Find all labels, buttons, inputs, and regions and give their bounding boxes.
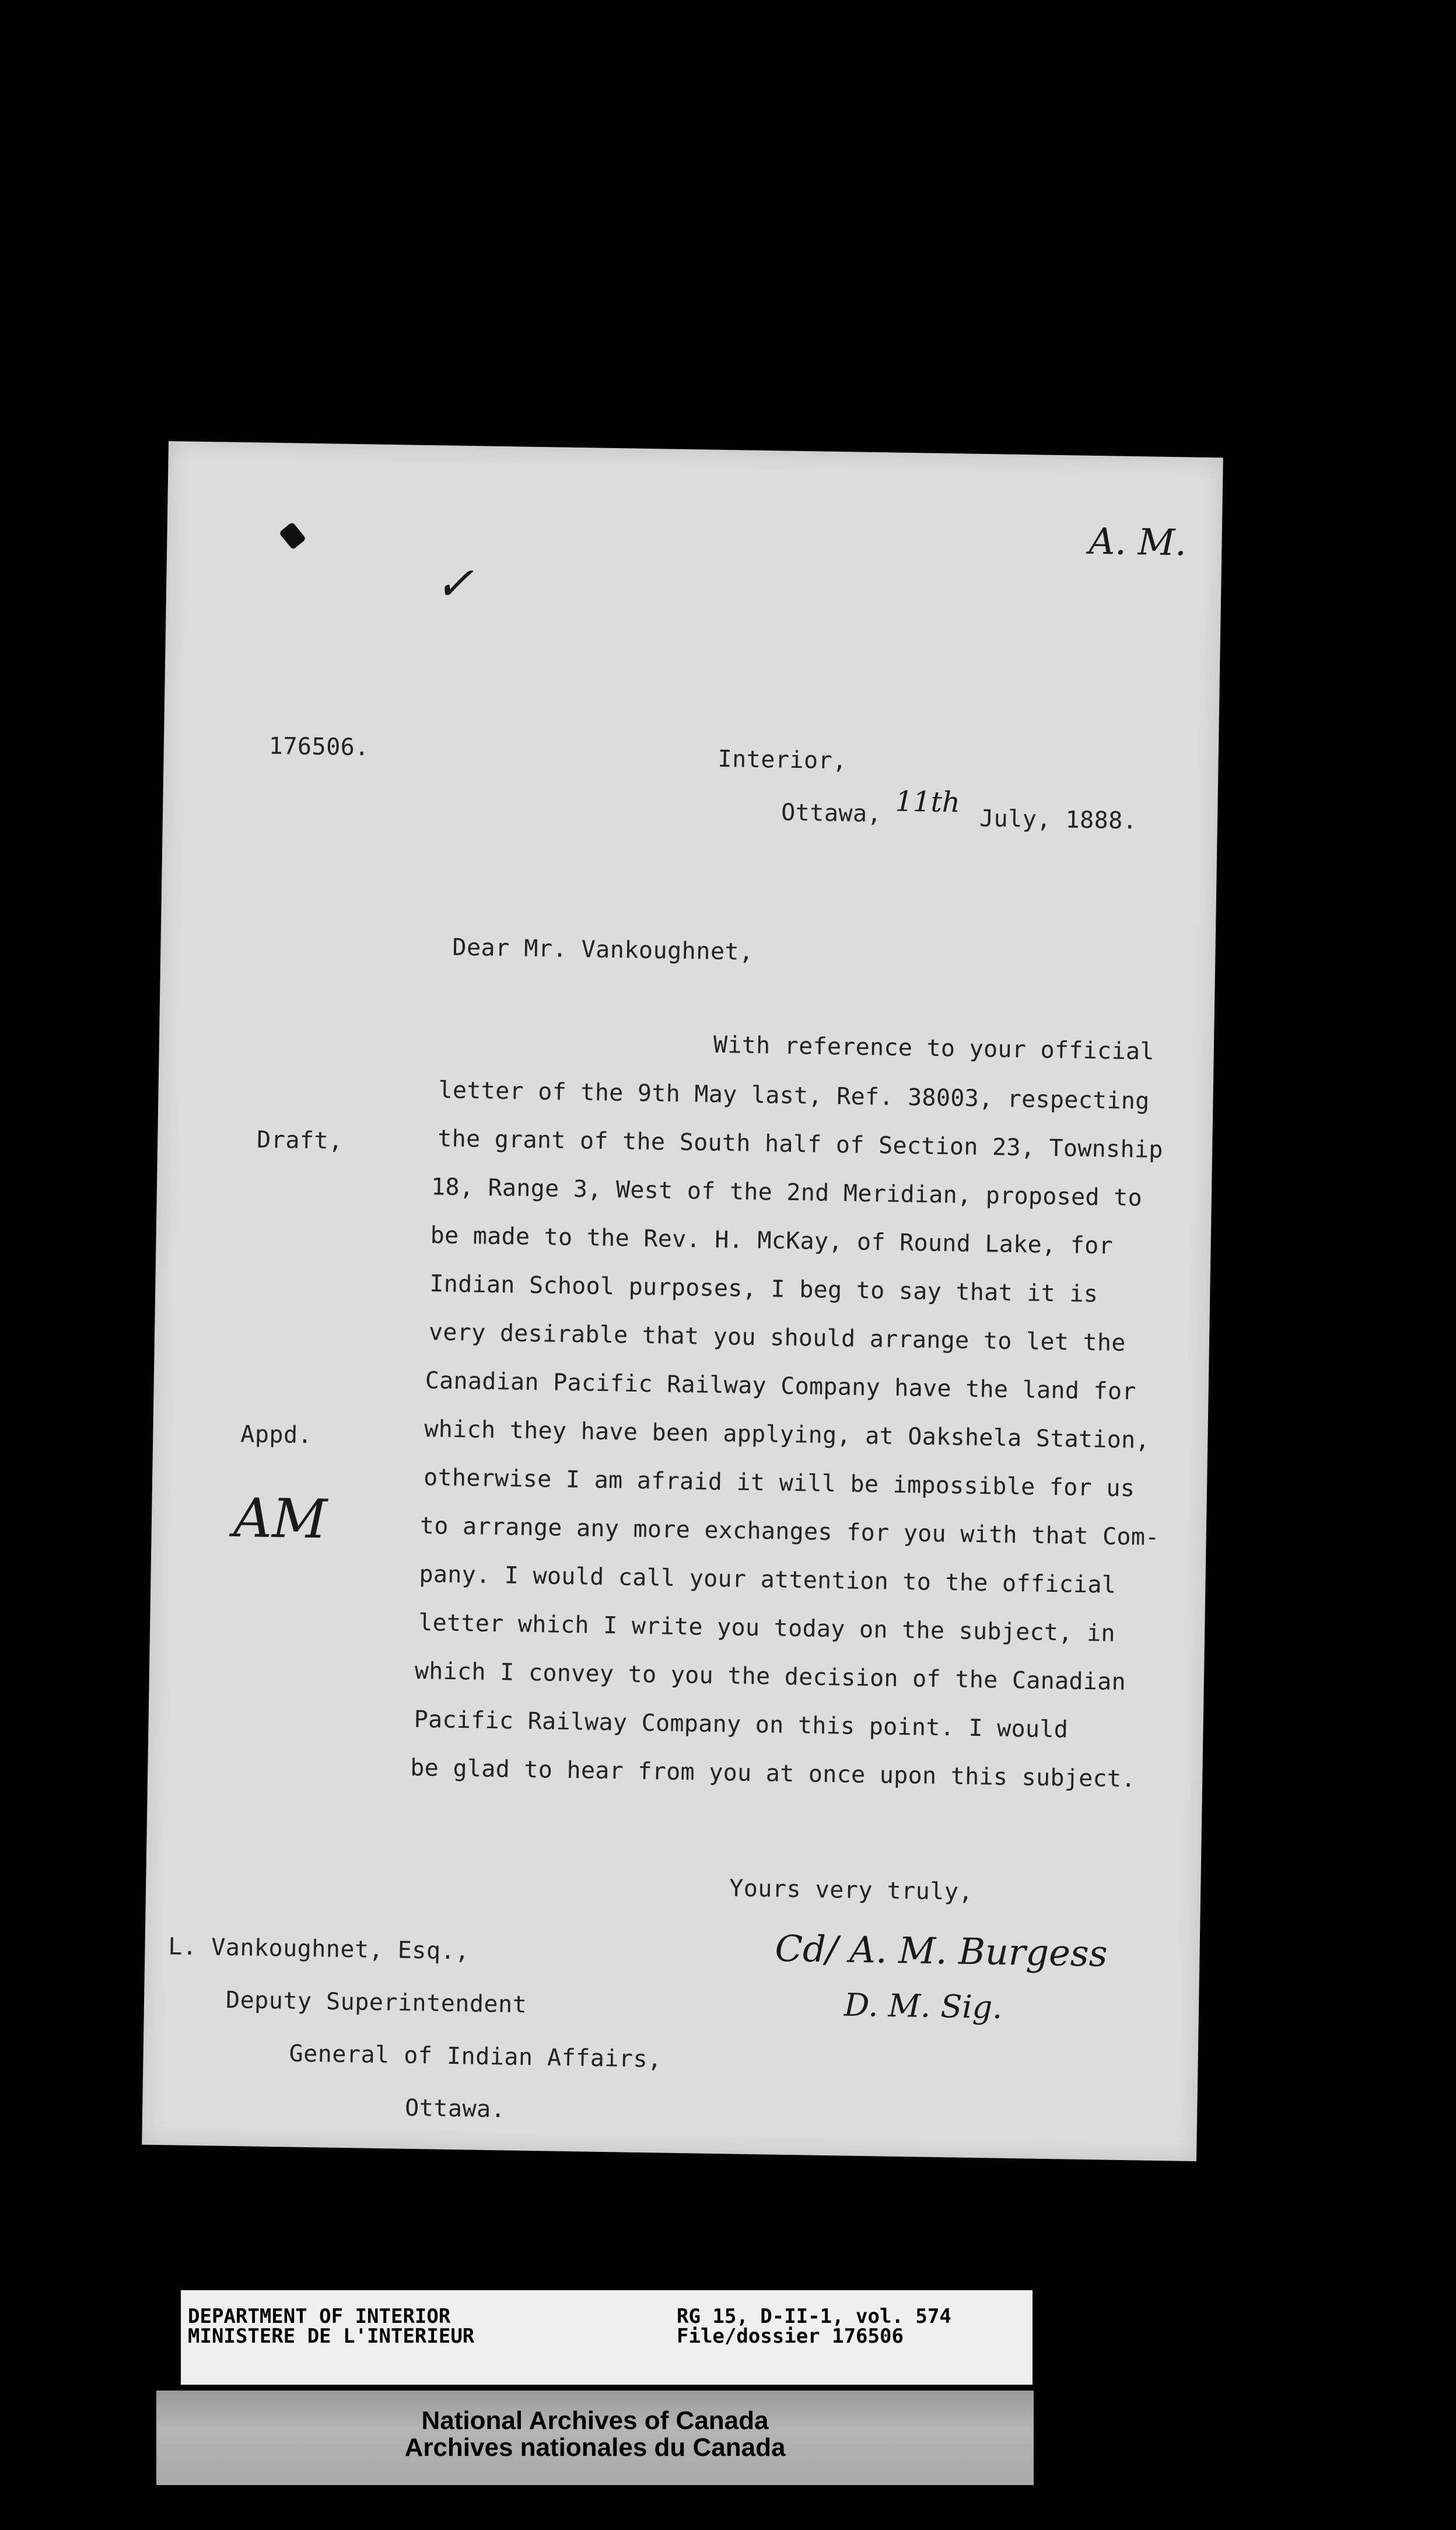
body-line: letter which I write you today on the subject, in	[418, 1609, 1116, 1647]
archives-name-en: National Archives of Canada	[421, 2406, 769, 2435]
archives-banner	[156, 2391, 1034, 2485]
body-line: Indian School purposes, I beg to say that it is	[429, 1270, 1098, 1308]
body-line: to arrange any more exchanges for you with that Com-	[419, 1512, 1160, 1551]
margin-appd: Appd.	[240, 1421, 313, 1449]
body-line: be made to the Rev. H. McKay, of Round Lake, for	[430, 1222, 1114, 1260]
corner-initials: A. M.	[1088, 519, 1187, 564]
closing: Yours very truly,	[729, 1875, 974, 1906]
body-line: which they have been applying, at Oakshela Station,	[424, 1416, 1150, 1454]
file-number: 176506.	[268, 732, 370, 761]
place: Ottawa,	[780, 799, 882, 828]
label-file: File/dossier 176506	[677, 2325, 904, 2348]
label-dept-fr: MINISTERE DE L'INTERIEUR	[188, 2325, 475, 2348]
body-line: otherwise I am afraid it will be impossible for us	[423, 1464, 1135, 1502]
body-line: very desirable that you should arrange to let the	[428, 1319, 1126, 1357]
label-dept-en: DEPARTMENT OF INTERIOR	[188, 2305, 451, 2328]
date-month-year: July, 1888.	[979, 805, 1138, 835]
archives-name-fr: Archives nationales du Canada	[404, 2433, 786, 2462]
body-line: pany. I would call your attention to the official	[419, 1560, 1116, 1599]
body-line: be glad to hear from you at once upon this subject.	[410, 1754, 1136, 1793]
address-title-2: General of Indian Affairs,	[289, 2040, 663, 2073]
catalog-label	[181, 2290, 1032, 2385]
body-line: 18, Range 3, West of the 2nd Meridian, proposed to	[430, 1173, 1143, 1212]
body-line: With reference to your official	[713, 1031, 1155, 1065]
signature: Cd/ A. M. Burgess	[775, 1927, 1108, 1975]
address-title-1: Deputy Superintendent	[225, 1986, 527, 2018]
check-mark: ✓	[434, 556, 475, 611]
body-line: Canadian Pacific Railway Company have the land for	[425, 1367, 1137, 1406]
letter-page	[142, 441, 1223, 2161]
margin-initials: AM	[233, 1486, 328, 1551]
body-line: which I convey to you the decision of the Canadian	[414, 1657, 1126, 1696]
body-line: Pacific Railway Company on this point. I would	[414, 1706, 1069, 1743]
punch-hole-mark	[279, 522, 306, 550]
address-name: L. Vankoughnet, Esq.,	[168, 1933, 470, 1965]
body-line: the grant of the South half of Section 23, Township	[437, 1125, 1164, 1163]
salutation: Dear Mr. Vankoughnet,	[452, 934, 754, 966]
department-heading: Interior,	[718, 745, 848, 775]
body-line: letter of the 9th May last, Ref. 38003, respecting	[438, 1077, 1150, 1115]
address-city: Ottawa.	[404, 2094, 506, 2123]
signature-note: D. M. Sig.	[844, 1986, 1003, 2026]
margin-draft: Draft,	[256, 1126, 344, 1155]
date-day: 11th	[895, 785, 961, 819]
label-ref: RG 15, D-II-1, vol. 574	[677, 2305, 951, 2328]
